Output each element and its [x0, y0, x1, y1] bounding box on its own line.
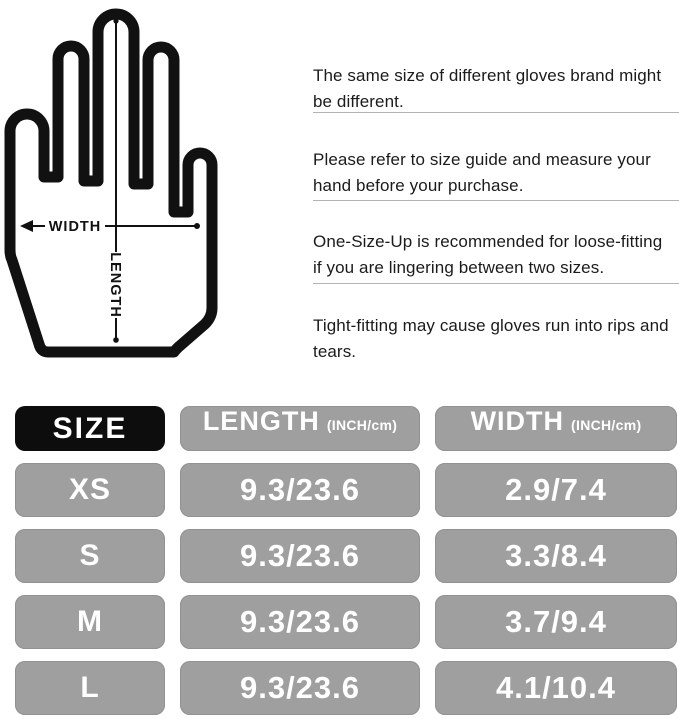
table-row-size-l: L	[15, 661, 165, 715]
divider	[313, 200, 679, 201]
table-row-width-m: 3.7/9.4	[435, 595, 677, 649]
length-label: LENGTH	[107, 252, 123, 318]
width-label: WIDTH	[48, 219, 102, 235]
length-arrow-bottom-dot	[113, 337, 119, 343]
sizing-notes	[313, 0, 679, 385]
table-row-width-s: 3.3/8.4	[435, 529, 677, 583]
note-tight-fitting: Tight-fitting may cause gloves run into rips and tears.	[313, 316, 669, 361]
note-one-size-up: One-Size-Up is recommended for loose-fitting if you are lingering between two sizes.	[313, 232, 663, 277]
length-header-unit: (INCH/cm)	[326, 417, 398, 433]
note-measure-before-purchase: Please refer to size guide and measure your hand before your purchase.	[313, 150, 651, 195]
table-row-width-l: 4.1/10.4	[435, 661, 677, 715]
table-row-size-m: M	[15, 595, 165, 649]
length-arrow-top-dot	[113, 18, 118, 23]
table-row-size-xs: XS	[15, 463, 165, 517]
divider	[313, 283, 679, 284]
table-row-size-s: S	[15, 529, 165, 583]
length-header-cell	[180, 406, 420, 451]
size-header-cell: SIZE	[15, 406, 165, 451]
width-header-unit: (INCH/cm)	[571, 417, 642, 433]
width-header-cell	[435, 406, 677, 451]
table-row-length-l: 9.3/23.6	[180, 661, 420, 715]
width-header-label: WIDTH	[470, 406, 565, 436]
note-brand-difference: The same size of different gloves brand might be different.	[313, 66, 662, 111]
table-row-length-m: 9.3/23.6	[180, 595, 420, 649]
size-table	[15, 406, 677, 715]
length-header-label: LENGTH	[202, 406, 320, 436]
table-row-width-xs: 2.9/7.4	[435, 463, 677, 517]
divider	[313, 112, 679, 113]
width-arrow-end-dot	[194, 223, 200, 229]
glove-measurement-figure	[0, 0, 240, 372]
table-row-length-xs: 9.3/23.6	[180, 463, 420, 517]
table-row-length-s: 9.3/23.6	[180, 529, 420, 583]
